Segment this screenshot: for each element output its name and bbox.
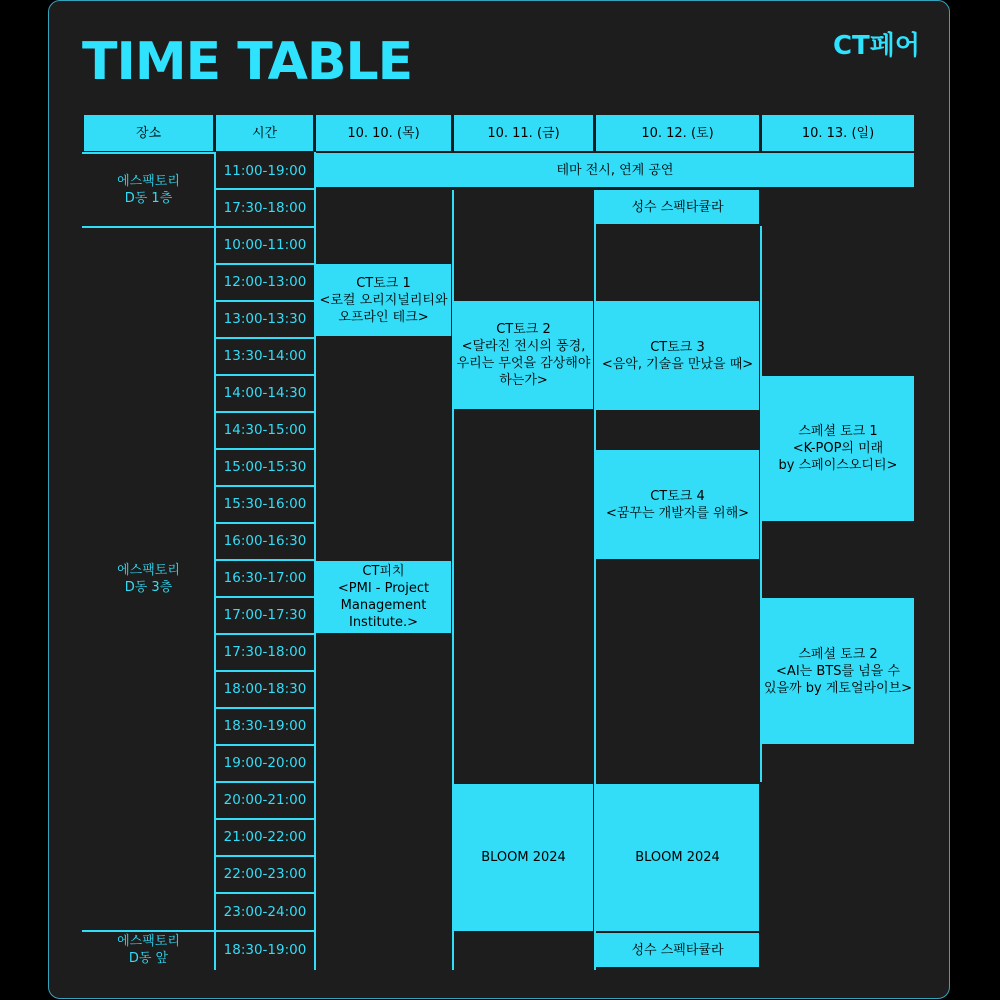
venue-name: 에스팩토리 [117, 563, 180, 578]
event-title: 성수 스펙타큘라 [631, 942, 724, 958]
event-subtitle: 있을까 by 게토얼라이브> [763, 680, 913, 696]
event-seongsu-spectacular-front [596, 933, 759, 967]
event-subtitle: <달라진 전시의 풍경, [461, 339, 586, 354]
venue-d1 [84, 154, 213, 226]
time-slot: 12:00-13:00 [223, 274, 307, 290]
time-slot: 17:30-18:00 [223, 199, 307, 216]
venue-floor: D동 앞 [128, 951, 169, 966]
brand-logo: CT페어 [832, 31, 920, 61]
time-slot: 14:30-15:00 [223, 422, 307, 438]
event-special-talk-2 [762, 598, 914, 744]
event-subtitle: <K-POP의 미래 [792, 441, 884, 456]
venue-front [84, 932, 213, 968]
event-ct-talk-4 [596, 450, 759, 559]
time-slot: 15:00-15:30 [223, 459, 307, 475]
event-title: 스페셜 토크 1 [798, 424, 878, 439]
time-slot: 18:30-19:00 [223, 718, 307, 734]
header-venue: 장소 [84, 115, 213, 151]
event-ct-talk-3 [596, 301, 759, 410]
venue-name: 에스팩토리 [117, 174, 180, 189]
event-ct-pitch [316, 561, 451, 633]
event-title: BLOOM 2024 [481, 850, 566, 865]
event-subtitle: <꿈꾸는 개발자를 위해> [605, 505, 750, 521]
event-title: CT토크 2 [496, 322, 551, 337]
event-special-talk-1 [762, 376, 914, 521]
time-slot: 22:00-23:00 [223, 866, 307, 882]
time-slot: 21:00-22:00 [223, 829, 307, 845]
event-ct-talk-1 [316, 264, 451, 336]
event-title: 테마 전시, 연계 공연 [556, 162, 674, 178]
venue-floor: D동 3층 [124, 580, 173, 595]
time-slot: 11:00-19:00 [223, 162, 307, 179]
time-slot: 16:30-17:00 [223, 570, 307, 586]
event-theme-exhibition [316, 153, 914, 187]
time-slot: 17:00-17:30 [223, 607, 307, 623]
time-slot: 15:30-16:00 [223, 496, 307, 512]
time-slot: 23:00-24:00 [223, 903, 307, 920]
header-day-fri: 10. 11. (금) [454, 115, 593, 151]
time-slot: 18:30-19:00 [223, 941, 307, 958]
event-subtitle: 우리는 무엇을 감상해야 [456, 356, 591, 371]
event-subtitle: 오프라인 테크> [338, 309, 429, 325]
header-day-thu: 10. 10. (목) [316, 115, 451, 151]
header-day-sun: 10. 13. (일) [762, 115, 914, 151]
time-slot: 20:00-21:00 [223, 792, 307, 808]
header-day-sat: 10. 12. (토) [596, 115, 759, 151]
event-subtitle: by 스페이스오디티> [778, 458, 898, 473]
venue-floor: D동 1층 [124, 191, 173, 206]
time-slot: 16:00-16:30 [223, 533, 307, 549]
event-title: CT토크 1 [356, 275, 411, 291]
time-slot: 10:00-11:00 [223, 237, 307, 253]
event-bloom-2024-sat [596, 784, 759, 931]
event-ct-talk-2 [454, 301, 593, 409]
venue-d3 [84, 228, 213, 930]
event-seongsu-spectacular [596, 190, 759, 224]
event-title: 스페셜 토크 2 [798, 646, 878, 662]
event-title: CT토크 4 [650, 488, 705, 504]
time-slot: 18:00-18:30 [223, 681, 307, 697]
event-subtitle: <AI는 BTS를 넘을 수 [776, 663, 900, 679]
venue-name: 에스팩토리 [117, 934, 180, 949]
event-subtitle: 하는가> [499, 373, 548, 388]
event-title: 성수 스펙타큘라 [631, 199, 724, 215]
time-slot: 17:30-18:00 [223, 644, 307, 660]
event-bloom-2024-fri [454, 784, 593, 931]
time-slot: 14:00-14:30 [223, 385, 307, 401]
event-subtitle: <음악, 기술을 만났을 때> [601, 356, 754, 372]
time-slot: 13:30-14:00 [223, 348, 307, 364]
event-subtitle: <PMI - Project [337, 581, 430, 596]
header-time: 시간 [216, 115, 313, 151]
event-title: CT피치 [362, 564, 405, 579]
event-title: BLOOM 2024 [635, 850, 720, 865]
event-subtitle: <로컬 오리지널리티와 [319, 292, 448, 308]
page-title: TIME TABLE [82, 32, 413, 92]
time-slot: 19:00-20:00 [223, 755, 307, 771]
time-slot: 13:00-13:30 [223, 311, 307, 327]
event-subtitle: Institute.> [348, 615, 418, 630]
event-title: CT토크 3 [650, 339, 705, 355]
event-subtitle: Management [340, 598, 427, 613]
